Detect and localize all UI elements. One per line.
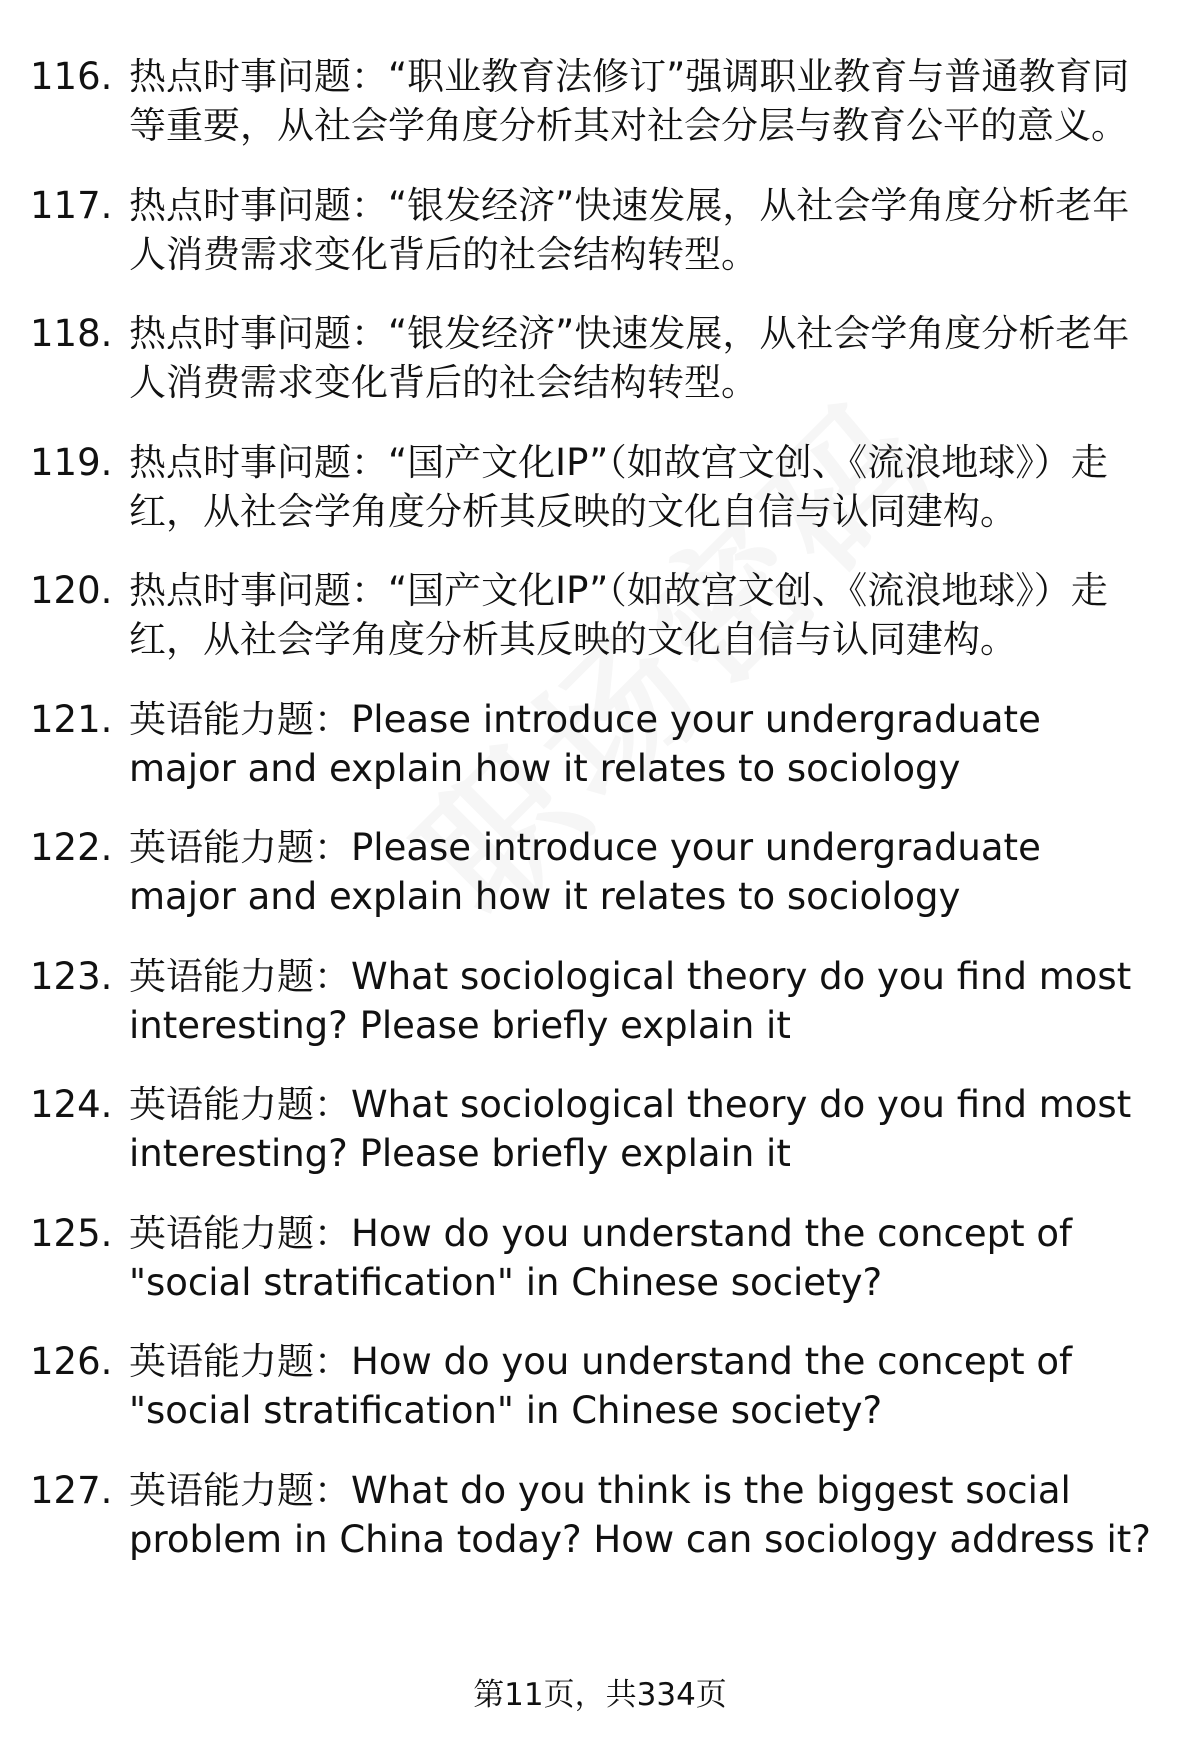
question-item — [0, 695, 1200, 793]
question-number: 121. — [30, 697, 113, 741]
question-item — [0, 952, 1200, 1050]
question-number: 126. — [30, 1340, 113, 1383]
question-number: 118. — [30, 312, 113, 355]
question-text: 英语能力题：How do you understand the concept of "social stratification" in Chinese society? — [129, 1340, 1073, 1432]
page-footer: 第11页，共334页 — [473, 1677, 727, 1713]
question-number: 127. — [30, 1468, 113, 1512]
question-number: 122. — [30, 826, 113, 869]
question-item — [0, 1209, 1200, 1307]
question-text: 英语能力题：What sociological theory do you find most interesting? Please briefly explain it — [129, 1083, 1132, 1175]
question-item — [0, 1466, 1200, 1564]
question-list — [0, 52, 1200, 1594]
question-text: 英语能力题：Please introduce your undergraduate major and explain how it relates to sociology — [129, 826, 1041, 918]
question-number: 123. — [30, 954, 113, 998]
question-text: 热点时事问题：“银发经济”快速发展，从社会学角度分析老年人消费需求变化背后的社会结构转型。 — [129, 183, 1130, 276]
question-item — [0, 309, 1200, 407]
question-text: 热点时事问题：“国产文化IP”（如故宫文创、《流浪地球》）走红，从社会学角度分析其反映的文化自信与认同建构。 — [129, 440, 1108, 533]
question-text: 英语能力题：How do you understand the concept of "social stratification" in Chinese society? — [129, 1211, 1073, 1304]
question-text: 热点时事问题：“银发经济”快速发展，从社会学角度分析老年人消费需求变化背后的社会结构转型。 — [129, 312, 1130, 404]
question-number: 116. — [30, 55, 113, 98]
question-number: 117. — [30, 183, 113, 227]
question-item — [0, 823, 1200, 921]
question-number: 119. — [30, 440, 113, 484]
question-text: 英语能力题：Please introduce your undergraduate major and explain how it relates to sociology — [129, 697, 1041, 790]
question-item — [0, 438, 1200, 536]
question-number: 120. — [30, 569, 113, 612]
question-item — [0, 566, 1200, 664]
question-item — [0, 52, 1200, 150]
question-text: 英语能力题：What sociological theory do you find most interesting? Please briefly explain it — [129, 954, 1132, 1047]
question-item — [0, 1080, 1200, 1178]
question-number: 125. — [30, 1211, 113, 1255]
question-number: 124. — [30, 1083, 113, 1126]
question-text: 热点时事问题：“职业教育法修订”强调职业教育与普通教育同等重要，从社会学角度分析其对社会分层与教育公平的意义。 — [129, 55, 1130, 147]
question-item — [0, 181, 1200, 279]
question-text: 热点时事问题：“国产文化IP”（如故宫文创、《流浪地球》）走红，从社会学角度分析其反映的文化自信与认同建构。 — [129, 569, 1108, 661]
question-text: 英语能力题：What do you think is the biggest social problem in China today? How can sociology address it? — [129, 1468, 1151, 1561]
question-item — [0, 1337, 1200, 1435]
